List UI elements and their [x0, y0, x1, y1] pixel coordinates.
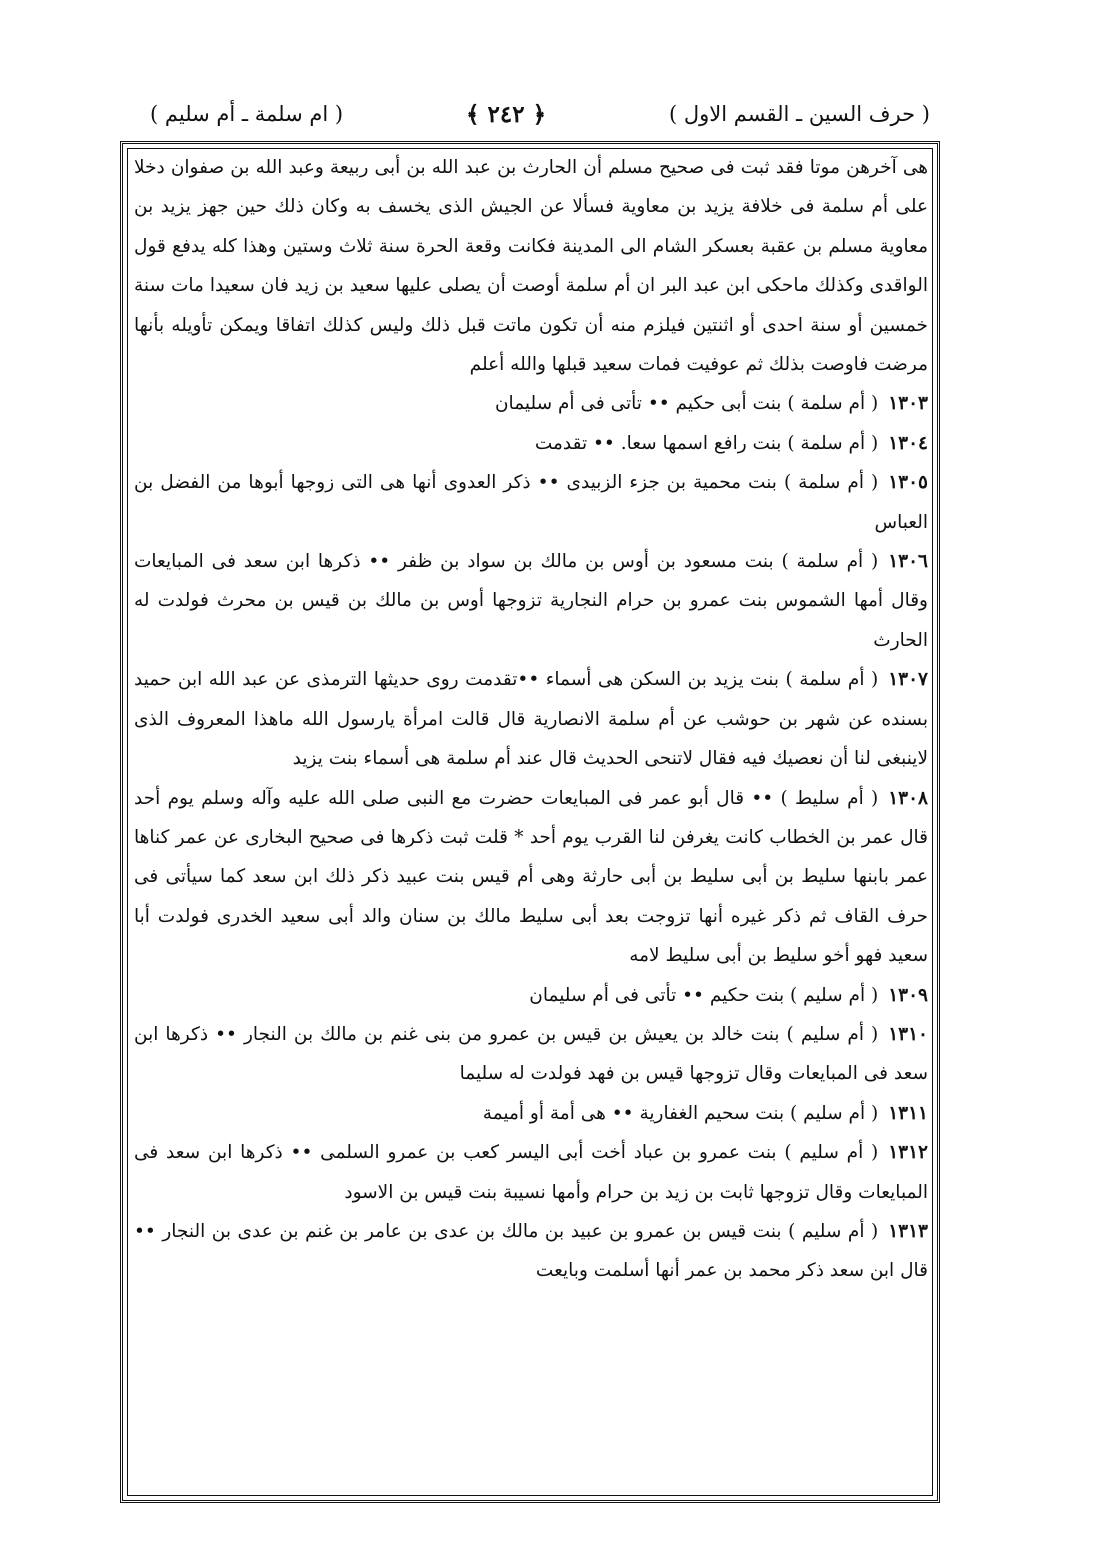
entry-number: ١٣١٣: [888, 1220, 928, 1242]
entry-1305: [134, 463, 928, 542]
entry-number: ١٣٠٩: [888, 984, 928, 1006]
entry-text: ( أم سليم ) بنت قيس بن عمرو بن عبيد بن مالك بن عدى بن عامر بن غنم بن عدى بن النجار •• قال ابن سعد ذكر محمد بن عمر أنها أسلمت وبايعت: [134, 1220, 928, 1282]
entry-1312: [134, 1133, 928, 1212]
entry-1303: [134, 384, 928, 423]
entry-number: ١٣٠٣: [888, 393, 928, 415]
entry-1309: [134, 976, 928, 1015]
page-body: [134, 148, 928, 1498]
entry-text: ( أم سليم ) بنت سحيم الغفارية •• هى أمة أو أميمة: [482, 1102, 879, 1124]
entry-text: ( أم سلمة ) بنت رافع اسمها سعا. •• تقدمت: [534, 432, 879, 454]
entry-text: ( أم سليم ) بنت حكيم •• تأتى فى أم سليمان: [529, 984, 879, 1006]
entry-number: ١٣٠٤: [888, 432, 928, 454]
entry-number: ١٣١٠: [888, 1023, 928, 1045]
paragraph-text: هى آخرهن موتا فقد ثبت فى صحيح مسلم أن الحارث بن عبد الله بن أبى ربيعة وعبد الله بن صفوان دخلا على أم سلمة فى خلافة يزيد بن معاوية فسألا عن الجيش الذى يخسف به وكان ذلك حين جهز يزيد بن معاوية مسلم بن عقبة بعسكر الشام الى المدينة فكانت وقعة الحرة سنة ثلاث وستين وهذا كله يدفع قول الواقدى وكذلك ماحكى ابن عبد البر ان أم سلمة أوصت أن يصلى عليها سعيد بن زيد فان سعيدا مات سنة خمسين أو سنة احدى أو اثنتين فيلزم منه أن تكون ماتت قبل ذلك وليس كذلك اتفاقا ويمكن تأويله بأنها مرضت فاوصت بذلك ثم عوفيت فمات سعيد قبلها والله أعلم: [134, 157, 928, 376]
page-header: [150, 92, 930, 136]
entry-1310: [134, 1015, 928, 1094]
entry-number: ١٣٠٥: [888, 472, 928, 494]
entry-number: ١٣١١: [888, 1102, 928, 1124]
entry-text: ( أم سلمة ) بنت يزيد بن السكن هى أسماء ••تقدمت روى حديثها الترمذى عن عبد الله ابن حميد بسنده عن شهر بن حوشب عن أم سلمة الانصارية قال قالت امرأة يارسول الله ماهذا المعروف الذى لاينبغى لنا أن نعصيك فيه فقال لاتنحى الحديث قال عند أم سلمة هى أسماء بنت يزيد: [134, 669, 928, 770]
entry-text: ( أم سلمة ) بنت محمية بن جزء الزبيدى •• ذكر العدوى أنها هى التى زوجها أبوها من الفضل بن العباس: [134, 472, 928, 533]
entry-range-title: ( ام سلمة ـ أم سليم ): [150, 102, 344, 126]
entry-number: ١٣٠٨: [888, 787, 928, 809]
entry-text: ( أم سليط ) •• قال أبو عمر فى المبايعات حضرت مع النبى صلى الله عليه وآله وسلم يوم أحد قال عمر بن الخطاب كانت يغرفن لنا القرب يوم أحد * قلت ثبت ذكرها فى صحيح البخارى عن عمر كناها عمر بابنها سليط بن أبى سليط بن أبى حارثة وهى أم قيس بنت عبيد ذكر ذلك ابن سعد كما سيأتى فى حرف القاف ثم ذكر غيره أنها تزوجت بعد أبى سليط مالك بن سنان والد أبى سعيد الخدرى فولدت أبا سعيد فهو أخو سليط بن أبى سليط لامه: [134, 787, 928, 967]
page-number: ﴿ ٢٤٢ ﴾: [466, 100, 547, 128]
entry-number: ١٣١٢: [888, 1142, 928, 1164]
paragraph-continuation: [134, 148, 928, 384]
section-title: ( حرف السين ـ القسم الاول ): [669, 102, 930, 126]
entry-1307: [134, 660, 928, 778]
entry-1308: [134, 779, 928, 976]
entry-text: ( أم سليم ) بنت خالد بن يعيش بن قيس بن عمرو من بنى غنم بن مالك بن النجار •• ذكرها ابن سعد فى المبايعات وقال تزوجها قيس بن فهد فولدت له سليما: [134, 1023, 928, 1085]
entry-number: ١٣٠٦: [888, 551, 928, 573]
entry-text: ( أم سليم ) بنت عمرو بن عباد أخت أبى اليسر كعب بن عمرو السلمى •• ذكرها ابن سعد فى المبايعات وقال تزوجها ثابت بن زيد بن حرام وأمها نسيبة بنت قيس بن الاسود: [134, 1142, 928, 1203]
entry-1311: [134, 1094, 928, 1133]
entry-1304: [134, 424, 928, 463]
entry-number: ١٣٠٧: [888, 669, 928, 691]
entry-text: ( أم سلمة ) بنت أبى حكيم •• تأتى فى أم سليمان: [494, 393, 879, 415]
entry-1313: [134, 1212, 928, 1291]
entry-text: ( أم سلمة ) بنت مسعود بن أوس بن مالك بن سواد بن ظفر •• ذكرها ابن سعد فى المبايعات وقال أمها الشموس بنت عمرو بن حرام النجارية تزوجها أوس بن مالك بن قيس بن محرث فولدت له الحارث: [134, 551, 928, 651]
entry-1306: [134, 542, 928, 660]
